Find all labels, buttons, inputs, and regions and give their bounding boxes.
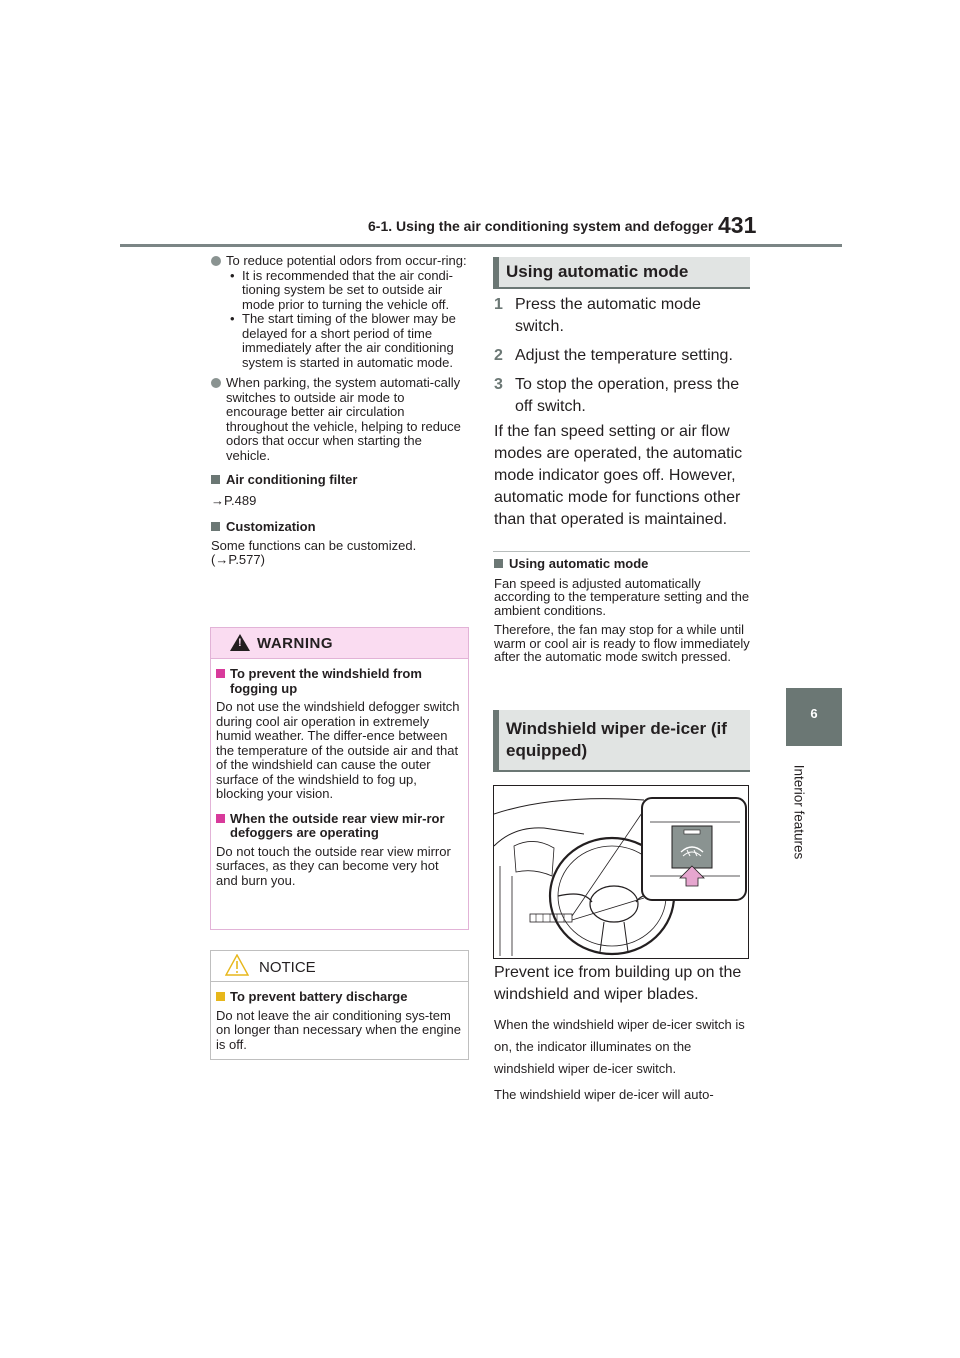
square-bullet-icon: [211, 522, 220, 531]
section-heading-wiper-deicer: Windshield wiper de-icer (if equipped): [493, 710, 750, 772]
step-number: 1: [494, 296, 503, 313]
step-text: Press the automatic mode switch.: [515, 296, 701, 335]
automatic-sub-heading-text: Using automatic mode: [509, 556, 649, 571]
notice-text-battery: Do not leave the air conditioning sys-tem on longer than necessary when the engine is off.: [216, 1007, 462, 1052]
warning-heading-text: To prevent the windshield from fogging up: [230, 666, 422, 696]
filter-heading: [211, 473, 469, 488]
notice-heading-battery: [216, 990, 463, 1005]
filter-heading-text: Air conditioning filter: [226, 472, 358, 487]
warning-triangle-icon: !: [230, 634, 250, 651]
step-number: 2: [494, 347, 503, 364]
warning-header: [211, 628, 468, 659]
wiper-text-continued: The windshield wiper de-icer will auto-: [494, 1087, 714, 1102]
warning-heading-fogging: [216, 667, 463, 696]
deicer-switch-diagram: [494, 786, 749, 959]
step-item: [494, 374, 754, 418]
wiper-caption: Prevent ice from building up on the windshield and wiper blades.: [494, 964, 742, 1003]
section-heading-automatic: Using automatic mode: [493, 257, 750, 289]
step-item: [494, 345, 754, 367]
step-text: Adjust the temperature setting.: [515, 347, 733, 364]
warning-label: WARNING: [257, 635, 333, 652]
header-divider: [120, 244, 842, 247]
bullet-dot-icon: [211, 256, 221, 266]
bullet-text: To reduce potential odors from occur-ring:: [226, 253, 467, 268]
customization-heading-text: Customization: [226, 519, 316, 534]
square-bullet-icon: [494, 559, 503, 568]
customization-heading: [211, 520, 469, 535]
step-item: [494, 294, 754, 338]
chapter-title-vertical: [770, 752, 828, 872]
notice-header: [211, 951, 468, 982]
wiper-details: [494, 1014, 752, 1106]
notice-heading-text: To prevent battery discharge: [230, 989, 408, 1004]
filter-page-ref[interactable]: →P.489: [211, 492, 257, 508]
automatic-sub-heading: [494, 557, 752, 571]
warning-text-mirror: Do not touch the outside rear view mirror surfaces, as they can become very hot and burn you.: [216, 843, 451, 888]
steps-list: [494, 294, 754, 425]
warning-text-fogging: Do not use the windshield defogger switch during cool air operation in extremely humid weather. The differ-ence between the temperature of the outside air and that of the windshield can cause the outer surface of the windshield to fog up, blocking your vision.: [216, 699, 460, 801]
sub-bullet: • The start timing of the blower may be delayed for a short period of time immediately after the air conditioning system is started in automatic mode.: [226, 312, 469, 370]
dashboard-illustration: [493, 785, 749, 959]
warning-box: [210, 627, 469, 930]
page-number: 431: [718, 212, 757, 238]
sub-section-divider: [493, 551, 750, 552]
left-column: [211, 254, 469, 568]
wiper-text: When the windshield wiper de-icer switch is on, the indicator illuminates on the windshield wiper de-icer switch.: [494, 1017, 745, 1076]
automatic-subsection: [494, 557, 752, 664]
notice-label: NOTICE: [259, 959, 316, 976]
section-title: 6-1. Using the air conditioning system and defogger: [368, 218, 714, 234]
square-bullet-icon: [216, 992, 225, 1001]
bullet-odors: [211, 254, 469, 370]
step-text: To stop the operation, press the off switch.: [515, 376, 740, 415]
customization-text: Some functions can be customized. (→P.577): [211, 537, 417, 567]
square-bullet-icon: [216, 669, 225, 678]
notice-box: [210, 950, 469, 1060]
automatic-sub-text: Fan speed is adjusted automatically according to the temperature setting and the ambient conditions.: [494, 575, 750, 618]
chapter-tab: 6: [786, 688, 842, 746]
bullet-dot-icon: [211, 378, 221, 388]
automatic-sub-text: Therefore, the fan may stop for a while until warm or cool air is ready to flow immediately after the automatic mode switch pressed.: [494, 622, 750, 664]
bullet-text: When parking, the system automati-cally switches to outside air mode to encourage better air circulation throughout the vehicle, helping to reduce odors that occur when starting the vehicle.: [226, 375, 461, 463]
caution-triangle-icon: [225, 954, 249, 976]
warning-heading-mirror: [216, 812, 463, 841]
bullet-parking: [211, 376, 469, 463]
warning-heading-text: When the outside rear view mir-ror defoggers are operating: [230, 810, 445, 840]
chapter-title: Interior features: [791, 764, 807, 860]
automatic-body-text: If the fan speed setting or air flow modes are operated, the automatic mode indicator goes off. However, automatic mode for functions other than that operated is maintained.: [494, 423, 743, 528]
step-number: 3: [494, 376, 503, 393]
square-bullet-icon: [216, 814, 225, 823]
square-bullet-icon: [211, 475, 220, 484]
sub-bullet: • It is recommended that the air condi-tioning system be set to outside air mode prior to turning the vehicle off.: [226, 269, 469, 313]
